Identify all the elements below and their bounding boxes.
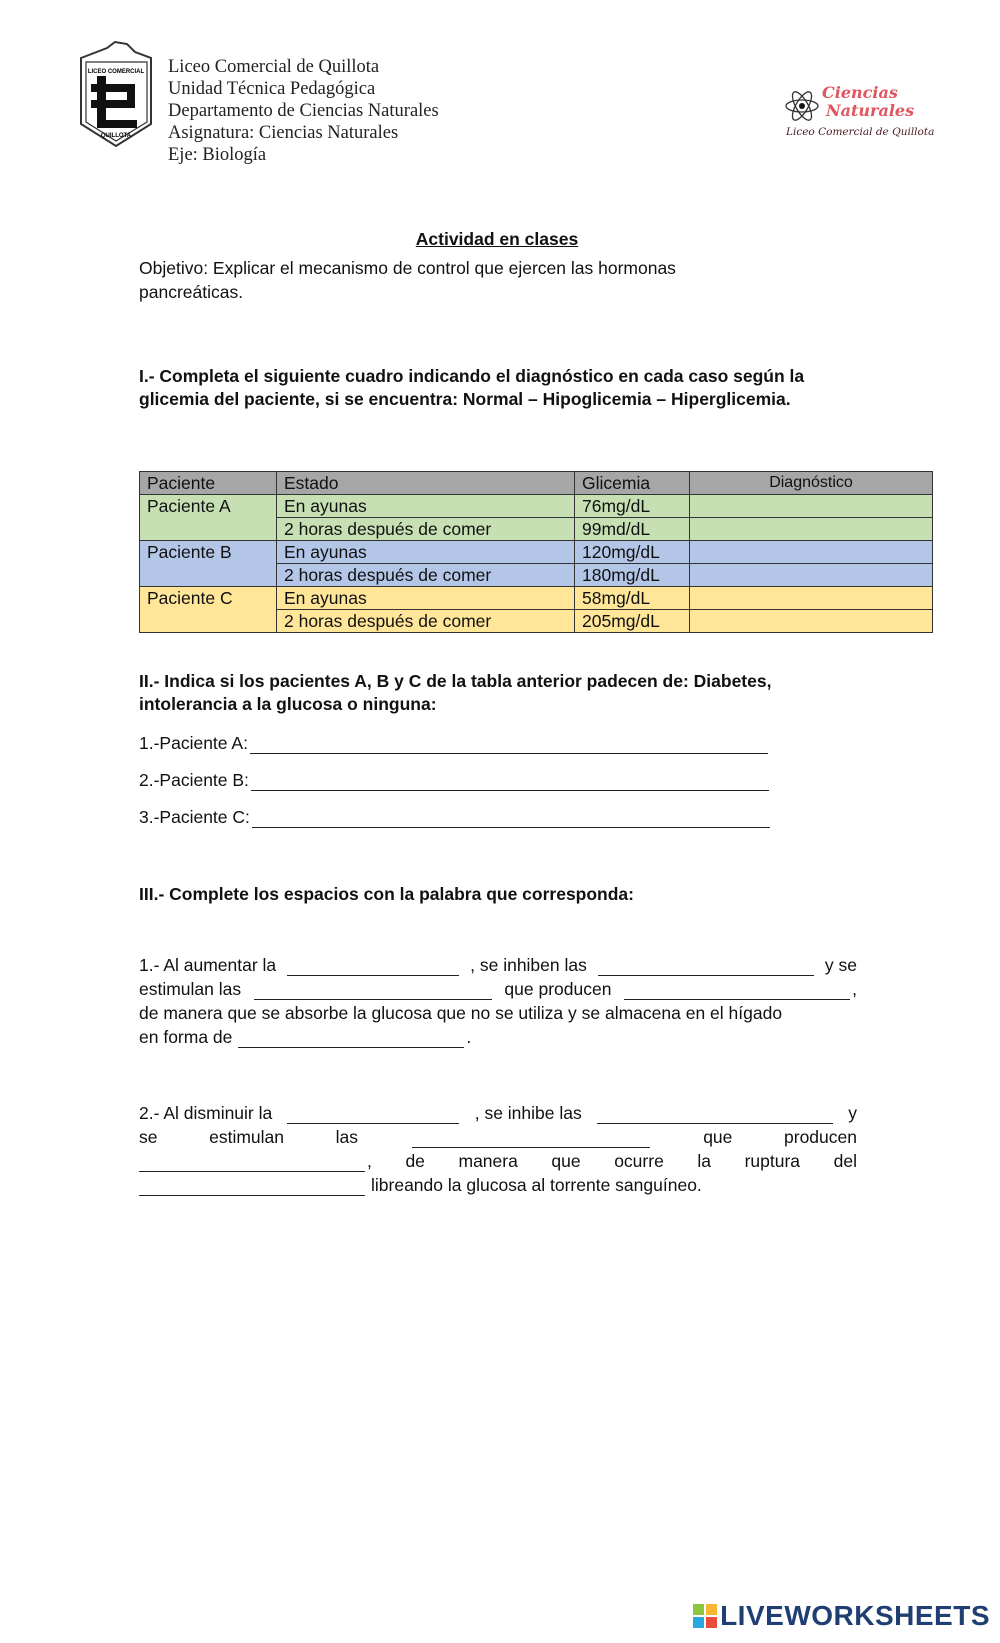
- header-line: Asignatura: Ciencias Naturales: [168, 123, 399, 143]
- logo-word-naturales: Naturales: [826, 101, 915, 120]
- text-fragment: del: [833, 1151, 857, 1171]
- diagnostico-cell[interactable]: [690, 610, 933, 633]
- text-fragment: .: [466, 1027, 472, 1047]
- text-fragment: 1.- Al aumentar la: [139, 955, 277, 975]
- estado-cell: 2 horas después de comer: [277, 518, 575, 541]
- text-fragment: que producen: [504, 979, 612, 999]
- page-title: Actividad en clases: [415, 229, 579, 249]
- answer-label: 3.-Paciente C:: [139, 807, 250, 827]
- header-line: Eje: Biología: [168, 145, 267, 165]
- fill-line: [139, 1151, 857, 1172]
- text-fragment: de: [405, 1151, 425, 1171]
- diagnostico-cell[interactable]: [690, 518, 933, 541]
- fill-blank[interactable]: [287, 958, 459, 976]
- school-logo-bottom-text: QUILLOTA: [100, 133, 132, 139]
- text-fragment: producen: [784, 1127, 857, 1147]
- brand-name: LIVEWORKSHEETS: [720, 1600, 990, 1631]
- header-cell: Estado: [277, 472, 575, 495]
- text-fragment: 2.- Al disminuir la: [139, 1103, 273, 1123]
- header-line: Unidad Técnica Pedagógica: [168, 79, 376, 99]
- liveworksheets-logo: [693, 1600, 990, 1632]
- header-cell: Glicemia: [575, 472, 690, 495]
- diagnostico-cell[interactable]: [690, 564, 933, 587]
- text-fragment: de manera que se absorbe la glucosa que no se utiliza y se almacena en el hígado: [139, 1003, 783, 1023]
- text-fragment: y se: [824, 955, 857, 975]
- estado-cell: 2 horas después de comer: [277, 610, 575, 633]
- glicemia-cell: 205mg/dL: [575, 610, 690, 633]
- school-logo: [77, 40, 155, 148]
- section-2-instructions: II.- Indica si los pacientes A, B y C de la tabla anterior padecen de: Diabetes, intolerancia a la glucosa o ninguna:: [139, 671, 772, 714]
- answer-label: 2.-Paciente B:: [139, 770, 249, 790]
- glycemia-table: [139, 471, 933, 633]
- fill-line: [139, 1127, 857, 1148]
- text-fragment: ruptura: [744, 1151, 801, 1171]
- glicemia-cell: 99md/dL: [575, 518, 690, 541]
- text-fragment: , se inhiben las: [470, 955, 587, 975]
- estado-cell: En ayunas: [277, 587, 575, 610]
- school-logo-top-text: LICEO COMERCIAL: [87, 69, 145, 75]
- diagnostico-cell[interactable]: [690, 587, 933, 610]
- text-fragment: que: [551, 1151, 581, 1171]
- text-fragment: ocurre: [614, 1151, 664, 1171]
- header-cell: Paciente: [140, 472, 277, 495]
- table-row: [140, 541, 933, 564]
- estado-cell: En ayunas: [277, 495, 575, 518]
- fill-line: [139, 979, 857, 1000]
- fill-blank[interactable]: [624, 982, 850, 1000]
- estado-cell: 2 horas después de comer: [277, 564, 575, 587]
- text-fragment: manera: [458, 1151, 518, 1171]
- text-fragment: ,: [852, 979, 857, 999]
- text-fragment: y: [848, 1103, 857, 1123]
- logo-word-ciencias: Ciencias: [822, 83, 898, 102]
- fill-blank[interactable]: [412, 1130, 650, 1148]
- text-fragment: la: [697, 1151, 712, 1171]
- section-3-instructions: III.- Complete los espacios con la palabra que corresponda:: [139, 884, 634, 904]
- fill-blank[interactable]: [287, 1106, 459, 1124]
- table-header-row: [140, 472, 933, 495]
- table-row: [140, 587, 933, 610]
- glicemia-cell: 180mg/dL: [575, 564, 690, 587]
- patient-cell: Paciente A: [140, 495, 277, 541]
- section-1-instructions: I.- Completa el siguiente cuadro indicando el diagnóstico en cada caso según la glicemia del paciente, si se encuentra: Normal – Hipoglicemia – Hiperglicemia.: [139, 366, 805, 409]
- patient-cell: Paciente C: [140, 587, 277, 633]
- fill-blank[interactable]: [254, 982, 492, 1000]
- glicemia-cell: 58mg/dL: [575, 587, 690, 610]
- text-fragment: ,: [367, 1151, 372, 1171]
- answer-label: 1.-Paciente A:: [139, 733, 248, 753]
- text-fragment: que: [703, 1127, 733, 1147]
- fill-blank[interactable]: [238, 1030, 464, 1048]
- answer-blank[interactable]: [252, 810, 770, 828]
- objective: Objetivo: Explicar el mecanismo de control que ejercen las hormonas pancreáticas.: [139, 258, 676, 302]
- text-fragment: se: [139, 1127, 158, 1147]
- fill-blank[interactable]: [598, 958, 814, 976]
- estado-cell: En ayunas: [277, 541, 575, 564]
- text-fragment: las: [335, 1127, 358, 1147]
- text-fragment: estimulan: [209, 1127, 284, 1147]
- answer-row-c: [139, 807, 772, 828]
- answer-blank[interactable]: [250, 736, 768, 754]
- fill-blank[interactable]: [597, 1106, 833, 1124]
- answer-row-a: [139, 733, 770, 754]
- school-header: [168, 56, 439, 166]
- glicemia-cell: 76mg/dL: [575, 495, 690, 518]
- header-cell: Diagnóstico: [690, 472, 933, 495]
- diagnostico-cell[interactable]: [690, 541, 933, 564]
- ciencias-naturales-logo: [782, 83, 935, 146]
- answer-row-b: [139, 770, 771, 791]
- atom-icon: [784, 88, 820, 124]
- text-fragment: , se inhibe las: [474, 1103, 582, 1123]
- answer-blank[interactable]: [251, 773, 769, 791]
- fill-line: [139, 1027, 857, 1048]
- fill-line: [139, 1175, 857, 1196]
- text-fragment: estimulan las: [139, 979, 242, 999]
- diagnostico-cell[interactable]: [690, 495, 933, 518]
- fill-blank[interactable]: [139, 1154, 365, 1172]
- table-row: [140, 495, 933, 518]
- text-fragment: libreando la glucosa al torrente sanguíneo.: [371, 1175, 702, 1195]
- glicemia-cell: 120mg/dL: [575, 541, 690, 564]
- header-line: Departamento de Ciencias Naturales: [168, 101, 439, 121]
- fill-blank[interactable]: [139, 1178, 365, 1196]
- logo-subtitle: Liceo Comercial de Quillota: [786, 126, 935, 138]
- fill-line: [139, 955, 857, 976]
- fill-line: [139, 1103, 857, 1124]
- header-line: Liceo Comercial de Quillota: [168, 57, 380, 77]
- fill-line: [139, 1003, 857, 1024]
- text-fragment: en forma de: [139, 1027, 233, 1047]
- patient-cell: Paciente B: [140, 541, 277, 587]
- live-blocks-icon: [693, 1604, 717, 1628]
